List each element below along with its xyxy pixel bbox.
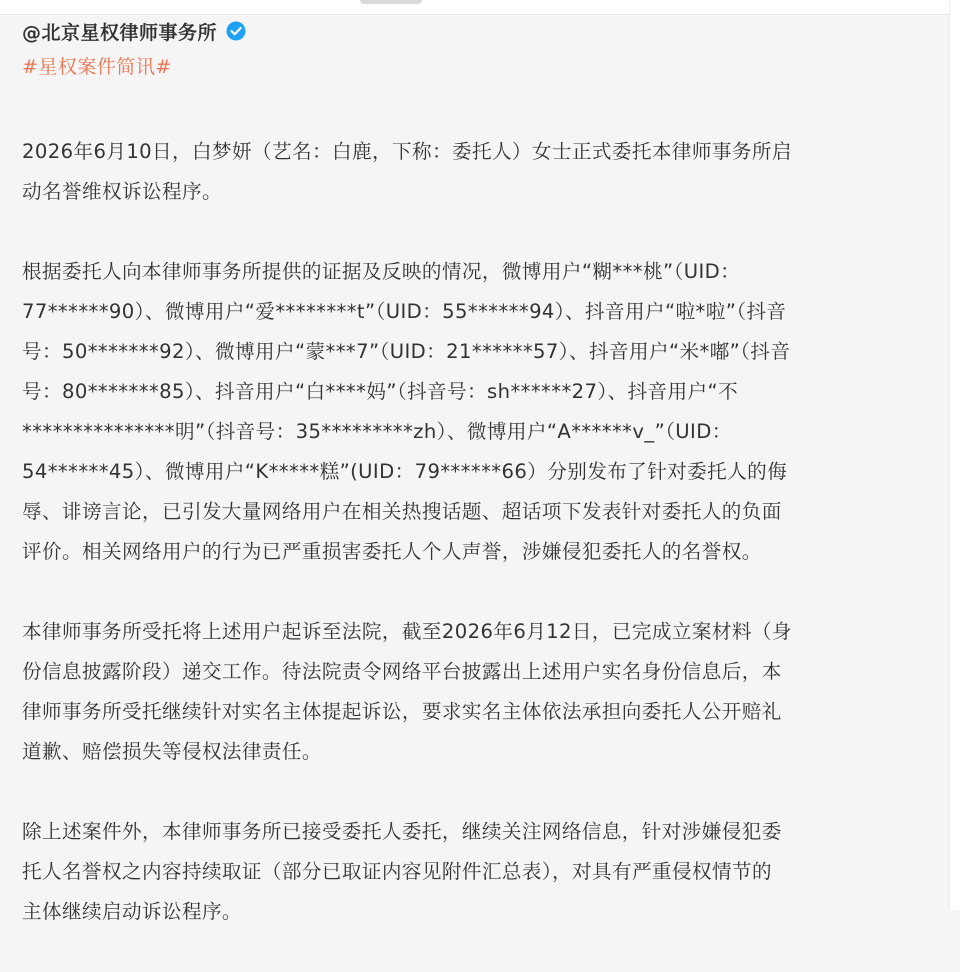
author-row bbox=[22, 14, 922, 48]
post-content bbox=[22, 132, 922, 932]
top-bar bbox=[0, 0, 960, 15]
scrollbar-track[interactable] bbox=[949, 0, 960, 910]
top-bar-handle bbox=[360, 0, 422, 4]
verified-badge-icon bbox=[226, 21, 246, 41]
post-paragraph-3: 本律师事务所受托将上述用户起诉至法院，截至2026年6月12日，已完成立案材料（身 份信息披露阶段）递交工作。待法院责令网络平台披露出上述用户实名身份信息后，本 律师事务所受托继续针对实名主体提起诉讼，要求实名主体依法承担向委托人公开赔礼 道歉、赔偿损失等侵权法律责任。 bbox=[22, 620, 792, 763]
post-paragraph-1: 2026年6月10日，白梦妍（艺名：白鹿，下称：委托人）女士正式委托本律师事务所启 动名誉维权诉讼程序。 bbox=[22, 140, 792, 203]
post-paragraph-2: 根据委托人向本律师事务所提供的证据及反映的情况，微博用户“糊***桃”（UID： 77******90）、微博用户“爱********t”（UID：55******94）、抖音用户“啦*啦”（抖音 号：50*******92）、微博用户“蒙***7”（UID：21******57）、抖音用户“米*嘟”（抖音 号：80*******85）、抖音用户“白****妈”（抖音号：sh******27）、抖音用户“不 ***************明”（抖音号：35*********zh）、微博用户“A******v_”（UID： 54******45）、微博用户“K*****糕”(UID：79******66）分别发布了针对委托人的侮 辱、诽谤言论，已引发大量网络用户在相关热搜话题、超话项下发表针对委托人的负面 评价。相关网络用户的行为已严重损害委托人个人声誉，涉嫌侵犯委托人的名誉权。 bbox=[22, 260, 791, 563]
weibo-post bbox=[22, 14, 922, 972]
post-paragraph-4: 除上述案件外，本律师事务所已接受委托人委托，继续关注网络信息，针对涉嫌侵犯委 托人名誉权之内容持续取证（部分已取证内容见附件汇总表），对具有严重侵权情节的 主体继续启动诉讼程序。 bbox=[22, 820, 782, 923]
author-name[interactable]: @北京星权律师事务所 bbox=[22, 21, 218, 44]
hashtag-link[interactable]: #星权案件简讯# bbox=[22, 56, 172, 78]
